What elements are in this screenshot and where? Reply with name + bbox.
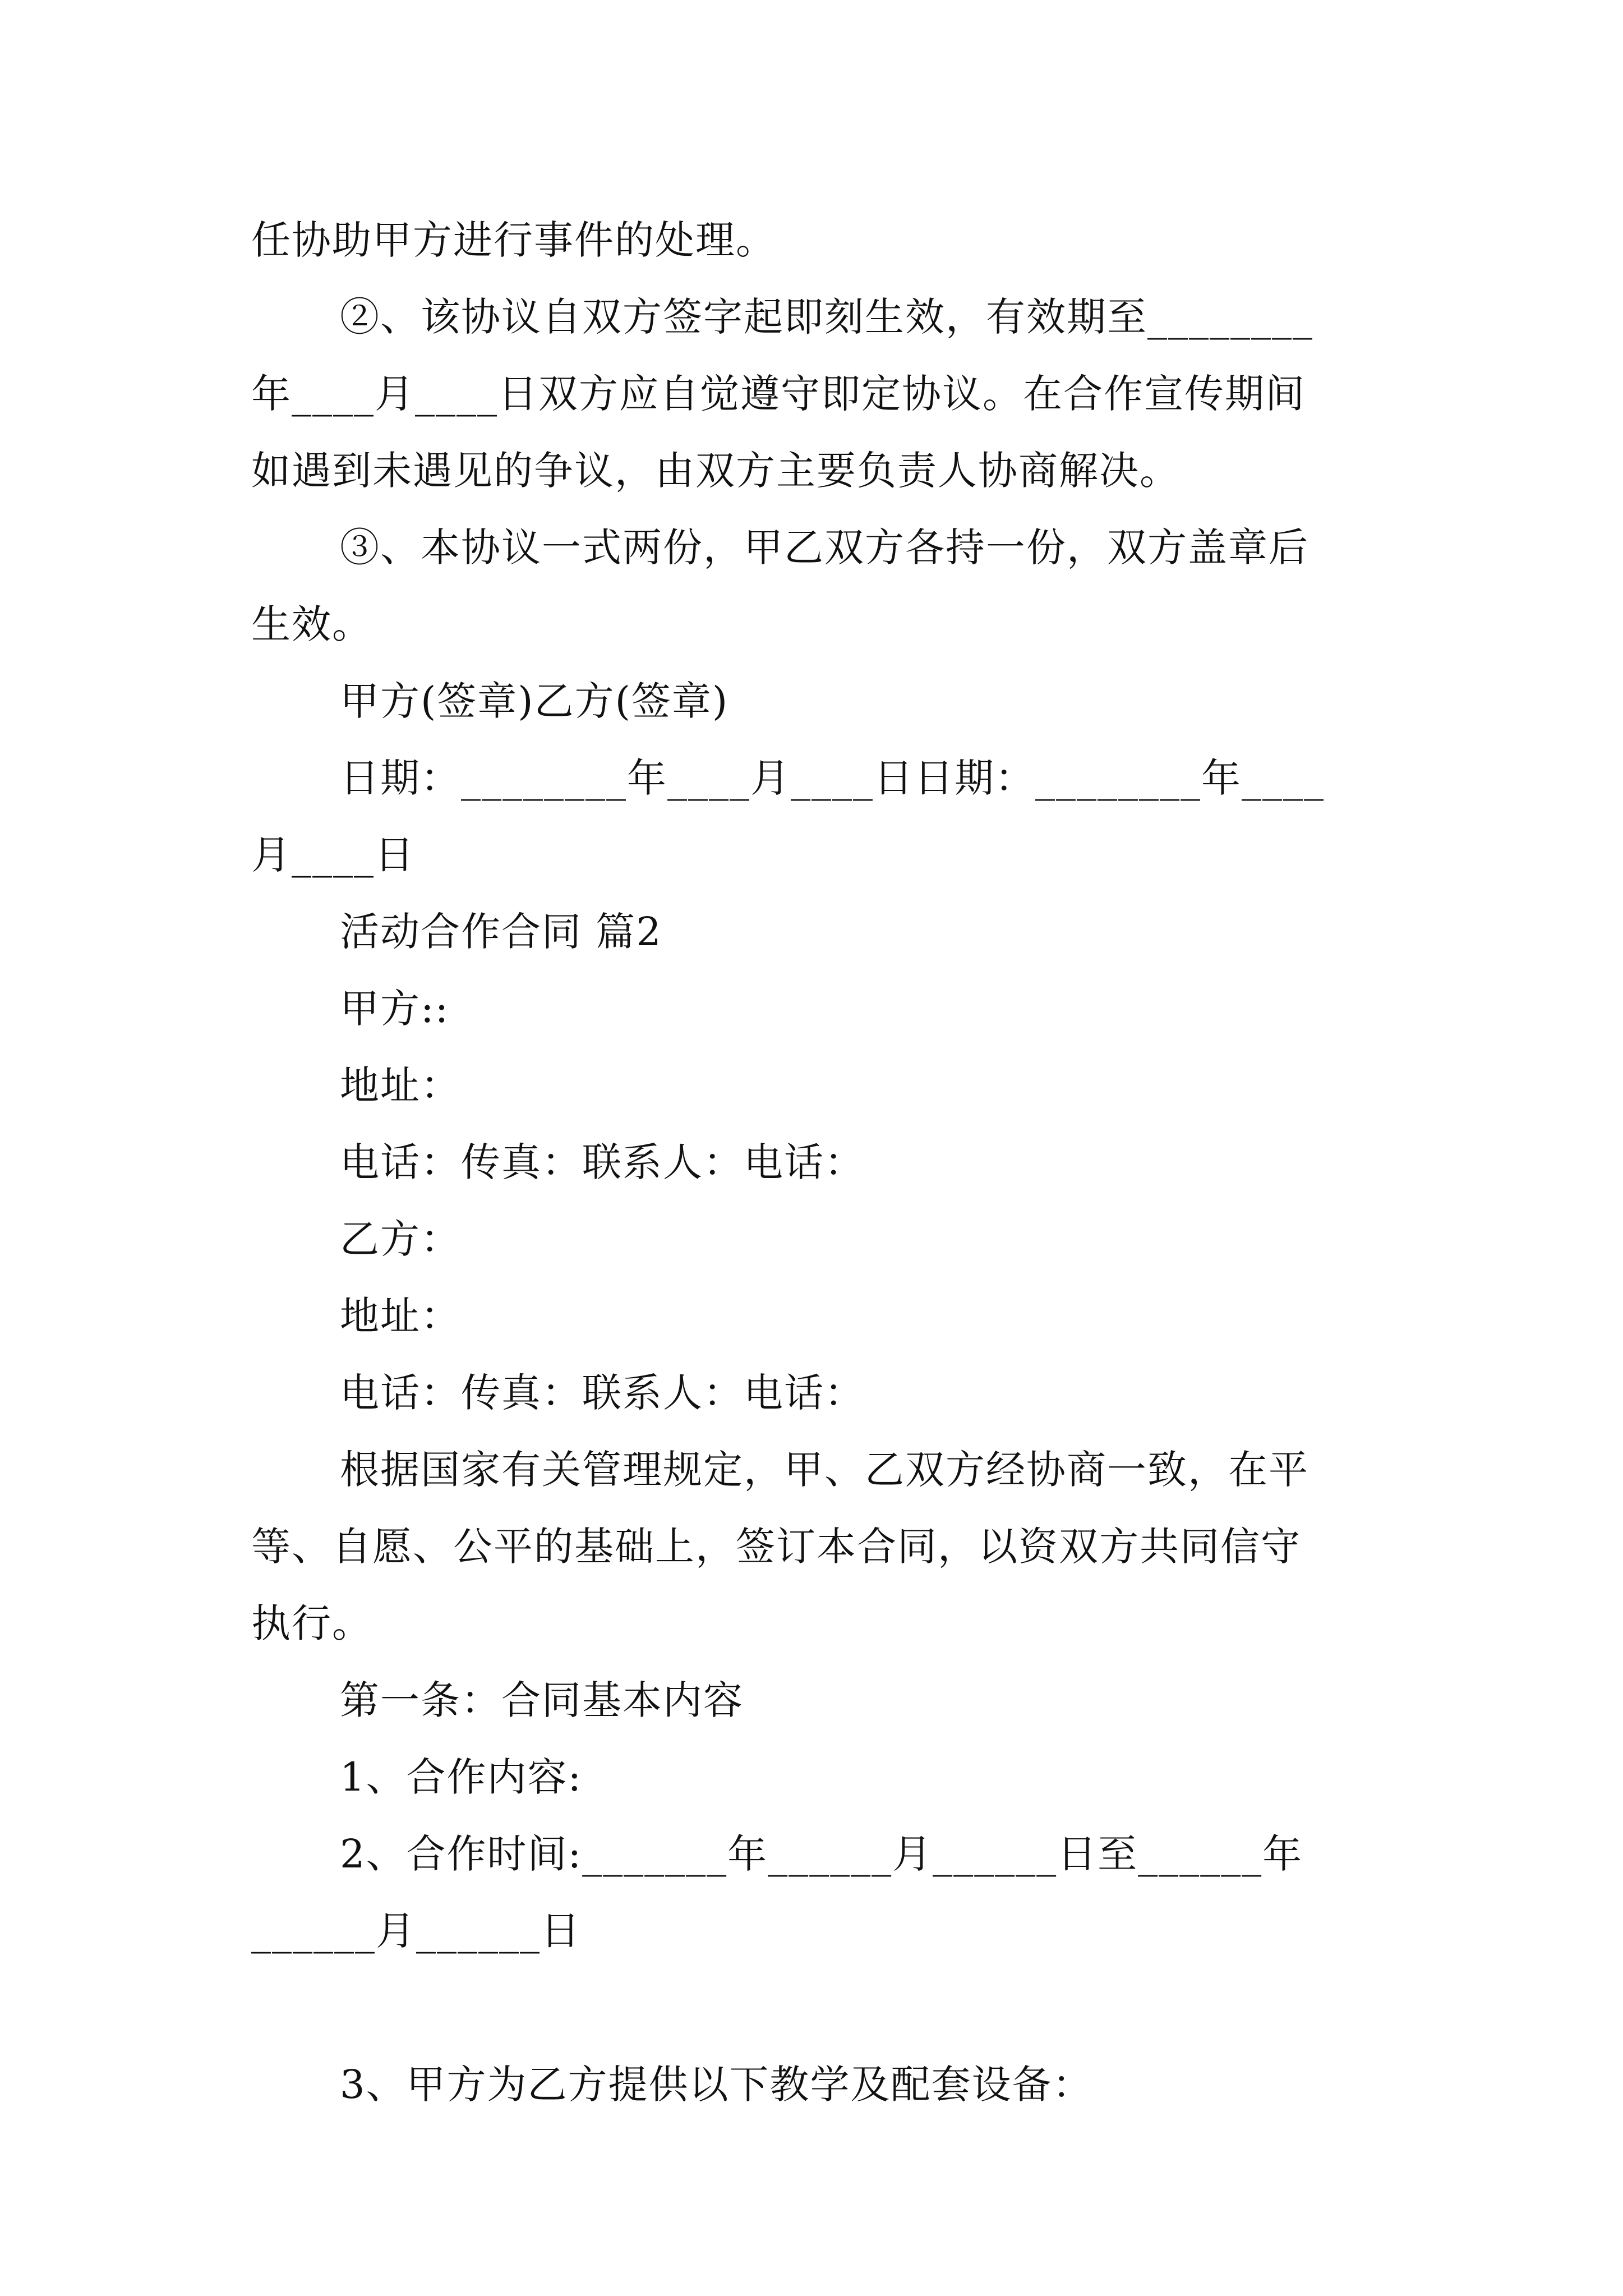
paragraph-line: 任协助甲方进行事件的处理。	[251, 217, 776, 263]
date-line: 月____日	[251, 832, 415, 878]
paragraph-line: 生效。	[251, 601, 372, 647]
party-a-label: 甲方::	[340, 986, 450, 1032]
list-item: 2、合作时间:_______年______月______日至______年	[340, 1831, 1303, 1877]
article-heading: 第一条：合同基本内容	[340, 1677, 744, 1723]
paragraph-line: 根据国家有关管理规定，甲、乙双方经协商一致，在平	[340, 1447, 1309, 1493]
document-body	[251, 202, 1390, 2123]
list-item: 1、合作内容:	[340, 1754, 583, 1800]
signature-line: 甲方(签章)乙方(签章)	[340, 678, 729, 724]
paragraph-line: 如遇到未遇见的争议，由双方主要负责人协商解决。	[251, 448, 1180, 494]
paragraph-line: 执行。	[251, 1600, 372, 1646]
paragraph-line: 年____月____日双方应自觉遵守即定协议。在合作宣传期间	[251, 371, 1306, 417]
contact-line: 电话：传真：联系人：电话：	[340, 1139, 865, 1185]
list-item-continuation: ______月______日	[251, 1908, 581, 1954]
contact-line: 电话：传真：联系人：电话：	[340, 1370, 865, 1416]
address-label: 地址：	[340, 1293, 461, 1339]
party-b-label: 乙方：	[340, 1216, 461, 1262]
paragraph-gap	[251, 1970, 1390, 2046]
section-title: 活动合作合同 篇2	[340, 909, 662, 955]
paragraph-line: ②、该协议自双方签字起即刻生效，有效期至________	[340, 294, 1313, 340]
paragraph-line: ③、本协议一式两份，甲乙双方各持一份，双方盖章后	[340, 524, 1309, 570]
address-label: 地址：	[340, 1062, 461, 1108]
paragraph-line: 等、自愿、公平的基础上，签订本合同，以资双方共同信守	[251, 1524, 1301, 1570]
date-line: 日期：________年____月____日日期：________年____	[340, 755, 1325, 801]
list-item: 3、甲方为乙方提供以下教学及配套设备：	[340, 2062, 1093, 2108]
